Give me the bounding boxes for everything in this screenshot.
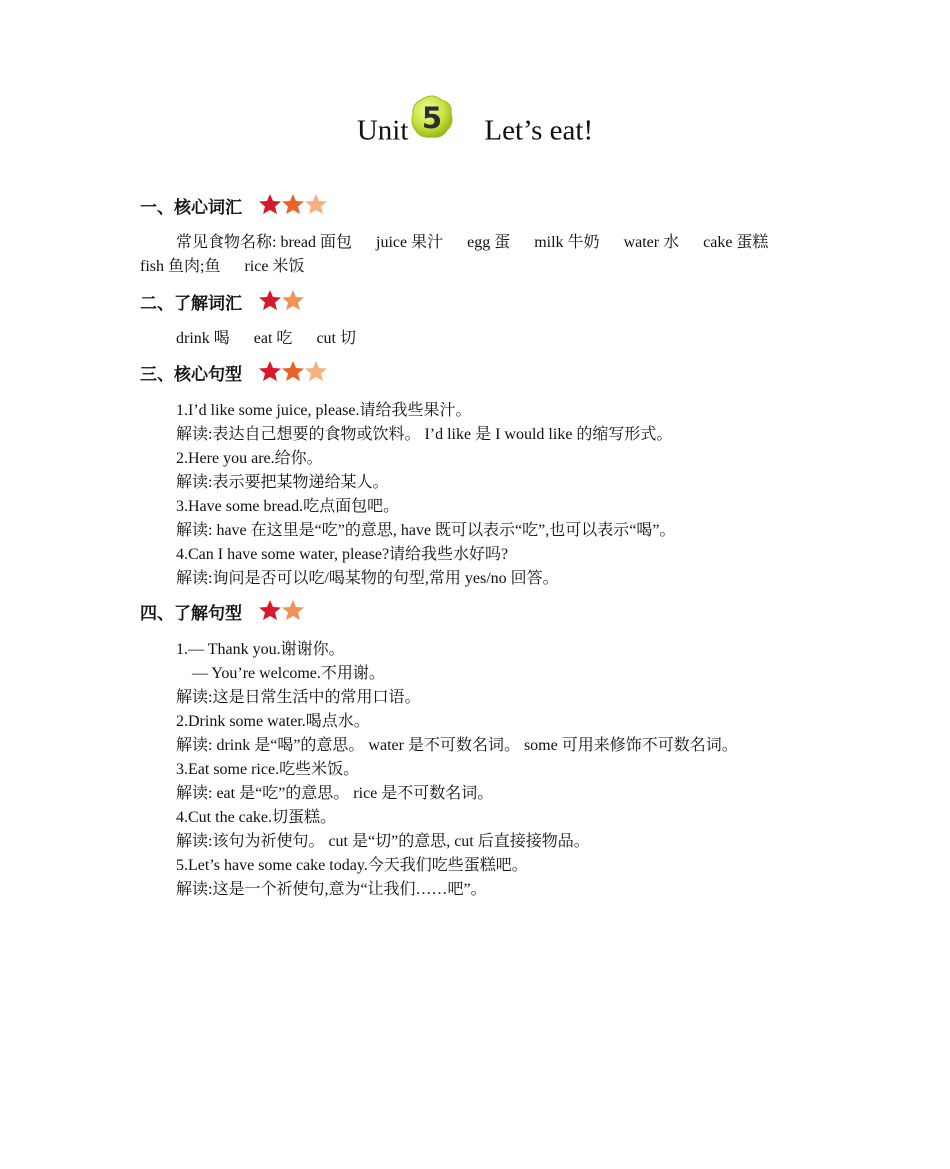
section-heading-extra-vocab xyxy=(140,292,304,316)
extra-sentence-line: 2.Drink some water.喝点水。 xyxy=(176,713,370,730)
heading-text: 一、核心词汇 xyxy=(140,198,242,218)
title-unit: Unit xyxy=(356,114,409,147)
vocab-item: cut 切 xyxy=(316,330,356,347)
star-icon xyxy=(281,360,305,382)
section-heading-core-vocab xyxy=(140,196,327,220)
heading-text: 二、了解词汇 xyxy=(140,294,242,314)
page-title xyxy=(0,101,950,150)
extra-sentence-line: — You’re welcome.不用谢。 xyxy=(192,665,385,682)
core-sentence-line: 1.I’d like some juice, please.请给我些果汁。 xyxy=(176,402,472,419)
vocab-item: milk 牛奶 xyxy=(534,234,600,251)
vocab-item: juice 果汁 xyxy=(376,234,444,251)
star-icon xyxy=(281,193,305,215)
extra-sentence-line: 解读:这是一个祈使句,意为“让我们……吧”。 xyxy=(176,881,487,898)
core-sentence-line: 解读:表示要把某物递给某人。 xyxy=(176,474,389,491)
extra-sentence-line: 解读:该句为祈使句。 cut 是“切”的意思, cut 后直接接物品。 xyxy=(176,833,590,850)
star-icon xyxy=(304,360,328,382)
vocab-core-line-1 xyxy=(176,231,768,255)
vocab-item: rice 米饭 xyxy=(244,258,305,275)
vocab-item: bread 面包 xyxy=(280,234,352,251)
vocab-item: egg 蛋 xyxy=(467,234,511,251)
extra-sentence-line: 5.Let’s have some cake today.今天我们吃些蛋糕吧。 xyxy=(176,857,528,874)
star-icon xyxy=(281,289,305,311)
section-heading-extra-sentences xyxy=(140,602,304,626)
vocab-item: eat 吃 xyxy=(253,330,293,347)
heading-text: 三、核心句型 xyxy=(140,365,242,385)
rating-stars xyxy=(258,193,327,215)
vocab-core-line-2 xyxy=(140,255,304,279)
extra-sentence-line: 3.Eat some rice.吃些米饭。 xyxy=(176,761,360,778)
unit-number: 5 xyxy=(422,101,443,136)
heading-text: 四、了解句型 xyxy=(140,604,242,624)
star-icon xyxy=(258,193,282,215)
rating-stars xyxy=(258,289,304,311)
unit-number-badge xyxy=(410,94,454,140)
vocab-prefix: 常见食物名称: xyxy=(176,234,277,251)
extra-sentence-line: 解读: drink 是“喝”的意思。 water 是不可数名词。 some 可用来修饰不可数名词。 xyxy=(176,737,738,754)
star-icon xyxy=(281,599,305,621)
vocab-item: water 水 xyxy=(623,234,680,251)
section-heading-core-sentences xyxy=(140,363,327,387)
star-icon xyxy=(258,599,282,621)
core-sentence-line: 解读: have 在这里是“吃”的意思, have 既可以表示“吃”,也可以表示“喝”。 xyxy=(176,522,676,539)
vocab-extra-line xyxy=(176,327,356,351)
star-icon xyxy=(304,193,328,215)
core-sentence-line: 4.Can I have some water, please?请给我些水好吗? xyxy=(176,546,509,563)
core-sentence-line: 解读:表达自己想要的食物或饮料。 I’d like 是 I would like 的缩写形式。 xyxy=(176,426,673,443)
extra-sentence-line: 解读: eat 是“吃”的意思。 rice 是不可数名词。 xyxy=(176,785,494,802)
star-icon xyxy=(258,289,282,311)
extra-sentence-line: 4.Cut the cake.切蛋糕。 xyxy=(176,809,336,826)
vocab-item: cake 蛋糕 xyxy=(703,234,769,251)
core-sentence-line: 解读:询问是否可以吃/喝某物的句型,常用 yes/no 回答。 xyxy=(176,570,559,587)
vocab-item: fish 鱼肉;鱼 xyxy=(140,258,221,275)
core-sentence-line: 3.Have some bread.吃点面包吧。 xyxy=(176,498,400,515)
rating-stars xyxy=(258,599,304,621)
core-sentence-line: 2.Here you are.给你。 xyxy=(176,450,323,467)
vocab-item: drink 喝 xyxy=(176,330,230,347)
title-text: Let’s eat! xyxy=(484,114,594,147)
extra-sentence-line: 解读:这是日常生活中的常用口语。 xyxy=(176,689,421,706)
rating-stars xyxy=(258,360,327,382)
star-icon xyxy=(258,360,282,382)
extra-sentence-line: 1.— Thank you.谢谢你。 xyxy=(176,641,345,658)
